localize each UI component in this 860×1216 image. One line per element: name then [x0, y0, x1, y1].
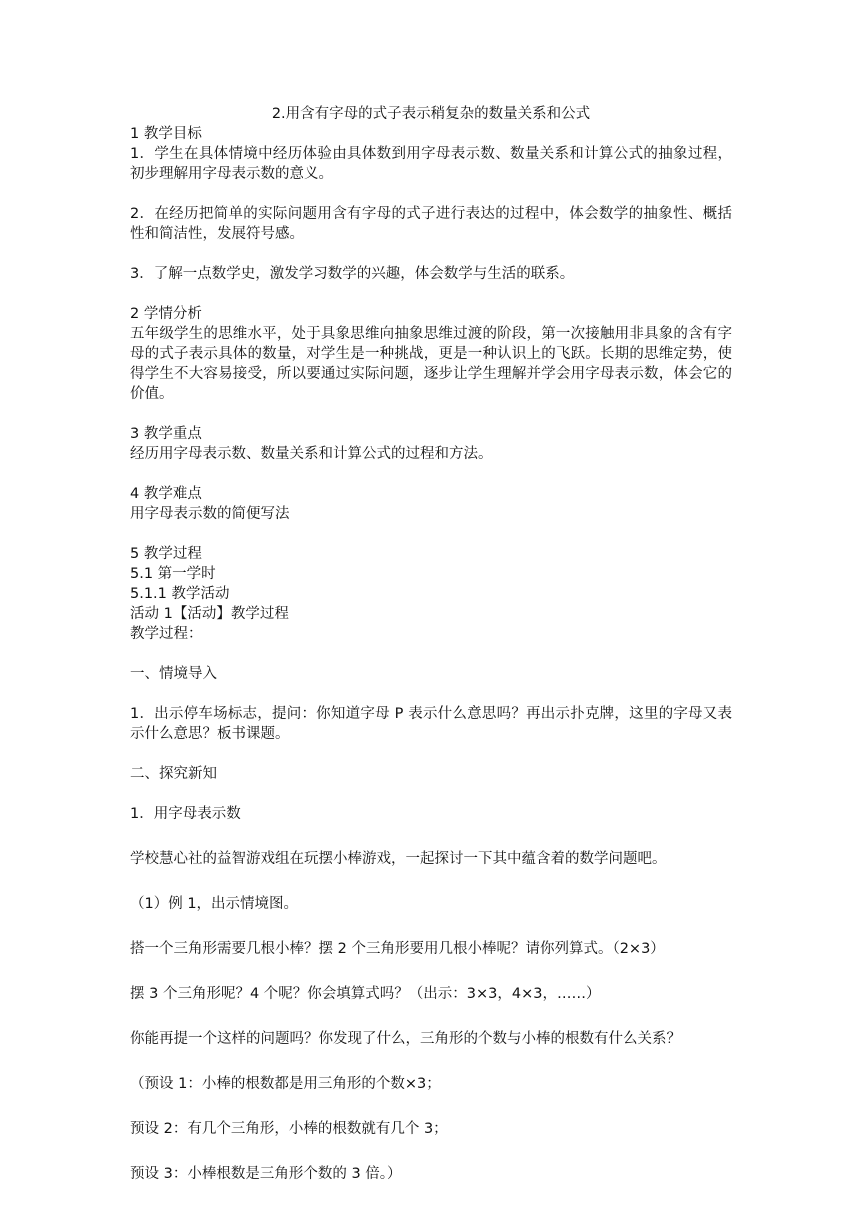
example-1-text: （1）例 1，出示情境图。	[130, 896, 299, 912]
process-heading: 5 教学过程	[130, 546, 202, 562]
spacer	[130, 784, 732, 804]
spacer	[130, 464, 732, 484]
document-page	[130, 104, 732, 1184]
spacer	[130, 284, 732, 304]
intro-text: 学校慧心社的益智游戏组在玩摆小棒游戏，一起探讨一下其中蕴含着的数学问题吧。	[130, 851, 667, 867]
spacer	[130, 824, 732, 849]
goal-3: 3．了解一点数学史，激发学习数学的兴趣，体会数学与生活的联系。	[130, 266, 575, 282]
part-1-heading: 一、情境导入	[130, 666, 217, 682]
key-points-text: 经历用字母表示数、数量关系和计算公式的过程和方法。	[130, 446, 493, 462]
question-2-text: 摆 3 个三角形呢？4 个呢？你会填算式吗？（出示：3×3，4×3，……）	[130, 986, 601, 1002]
difficulty-heading: 4 教学难点	[130, 486, 202, 502]
difficulty-text: 用字母表示数的简便写法	[130, 506, 290, 522]
spacer	[130, 914, 732, 939]
analysis-text: 五年级学生的思维水平，处于具象思维向抽象思维过渡的阶段，第一次接触用非具象的含有字母的式子表示具体的数量，对学生是一种挑战，更是一种认识上的飞跃。长期的思维定势，使得学生不大容易接受，所以要通过实际问题，逐步让学生理解并学会用字母表示数，体会它的价值。	[130, 326, 732, 402]
spacer	[130, 1094, 732, 1119]
activity-heading: 5.1.1 教学活动	[130, 586, 230, 602]
goal-1: 1．学生在具体情境中经历体验由具体数到用字母表示数、数量关系和计算公式的抽象过程，初步理解用字母表示数的意义。	[130, 146, 732, 182]
spacer	[130, 244, 732, 264]
spacer	[130, 524, 732, 544]
question-1-text: 搭一个三角形需要几根小棒？摆 2 个三角形要用几根小棒呢？请你列算式。（2×3）	[130, 941, 665, 957]
spacer	[130, 959, 732, 984]
spacer	[130, 184, 732, 204]
preset-1-text: （预设 1：小棒的根数都是用三角形的个数×3；	[130, 1076, 441, 1092]
analysis-heading: 2 学情分析	[130, 306, 202, 322]
subsection-1-heading: 1．用字母表示数	[130, 806, 241, 822]
spacer	[130, 1004, 732, 1029]
key-points-heading: 3 教学重点	[130, 426, 202, 442]
spacer	[130, 744, 732, 764]
spacer	[130, 1139, 732, 1164]
process-label: 教学过程：	[130, 626, 203, 642]
spacer	[130, 404, 732, 424]
goals-heading: 1 教学目标	[130, 126, 202, 142]
spacer	[130, 684, 732, 704]
goal-2: 2．在经历把简单的实际问题用含有字母的式子进行表达的过程中，体会数学的抽象性、概括性和简洁性，发展符号感。	[130, 206, 732, 242]
part-2-heading: 二、探究新知	[130, 766, 217, 782]
spacer	[130, 644, 732, 664]
spacer	[130, 1049, 732, 1074]
question-3-text: 你能再提一个这样的问题吗？你发现了什么，三角形的个数与小棒的根数有什么关系？	[130, 1031, 681, 1047]
activity-1-heading: 活动 1【活动】教学过程	[130, 606, 289, 622]
preset-2-text: 预设 2：有几个三角形，小棒的根数就有几个 3；	[130, 1121, 448, 1137]
part-1-text: 1．出示停车场标志，提问：你知道字母 P 表示什么意思吗？再出示扑克牌，这里的字母又表示什么意思？板书课题。	[130, 706, 732, 742]
spacer	[130, 869, 732, 894]
preset-3-text: 预设 3：小棒根数是三角形个数的 3 倍。）	[130, 1166, 402, 1182]
lesson-1-heading: 5.1 第一学时	[130, 566, 216, 582]
document-title: 2.用含有字母的式子表示稍复杂的数量关系和公式	[271, 106, 591, 122]
